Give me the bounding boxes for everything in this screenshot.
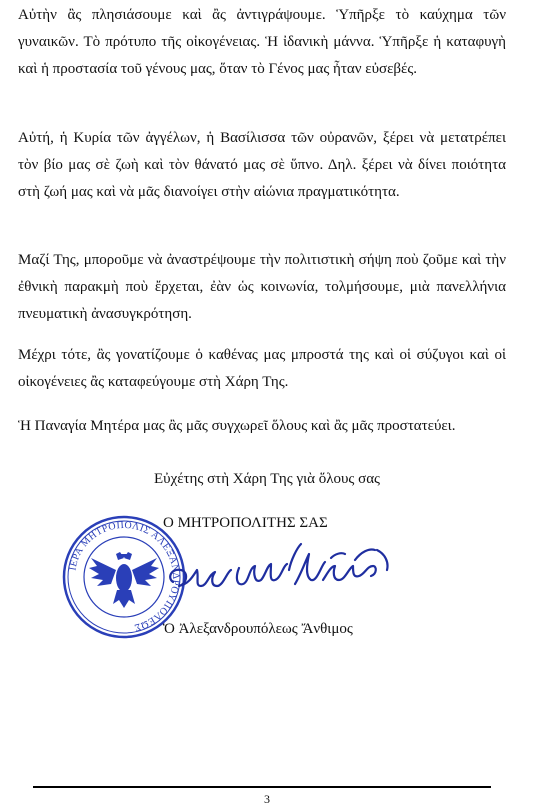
paragraph-4: Μέχρι τότε, ἂς γονατίζουμε ὁ καθένας μας μπροστά της καὶ οἱ σύζυγοι καὶ οἱ οἰκογένειες ἂς καταφεύγουμε στὴ Χάρη Της.	[18, 347, 506, 390]
seal-text: ΙΕΡΑ ΜΗΤΡΟΠΟΛΙΣ ΑΛΕΞΑΝΔΡΟΥΠΟΛΕΩΣ	[67, 519, 182, 633]
handwritten-signature-icon	[155, 540, 415, 610]
closing-line: Εὐχέτης στὴ Χάρη Της γιὰ ὅλους σας	[153, 471, 380, 487]
paragraph-1: Αὐτὴν ἂς πλησιάσουμε καὶ ἂς ἀντιγράψουμε. Ὑπῆρξε τὸ καύχημα τῶν γυναικῶν. Τὸ πρότυπο τῆς οἰκογένειας. Ἡ ἰδανικὴ μάννα. Ὑπῆρξε ἡ καταφυγὴ καὶ ἡ προστασία τοῦ γένους μας, ὅταν τὸ Γένος μας ἦταν εὐσεβές.	[18, 7, 506, 77]
page-number: 3	[264, 792, 270, 806]
paragraph-5: Ἡ Παναγία Μητέρα μας ἂς μᾶς συγχωρεῖ ὅλους καὶ ἂς μᾶς προστατεύει.	[18, 418, 456, 434]
signatory-title: Ο ΜΗΤΡΟΠΟΛΙΤΗΣ ΣΑΣ	[163, 515, 328, 531]
footer-divider	[33, 786, 491, 788]
paragraph-3: Μαζί Της, μποροῦμε νὰ ἀναστρέψουμε τὴν πολιτιστικὴ σήψη ποὺ ζοῦμε καὶ τὴν ἐθνικὴ παρακμὴ ποὺ ἔρχεται, ἐὰν ὡς κοινωνία, τολμήσουμε, μιὰ πανελλήνια πνευματικὴ ἀνασυγκρότηση.	[18, 252, 506, 322]
double-headed-eagle-icon	[89, 552, 159, 608]
paragraph-2: Αὐτή, ἡ Κυρία τῶν ἀγγέλων, ἡ Βασίλισσα τῶν οὐρανῶν, ξέρει νὰ μετατρέπει τὸν βίο μας σὲ ζωὴ καὶ τὸν θάνατό μας σὲ ὕπνο. Δηλ. ξέρει νὰ δίνει ποιότητα στὴ ζωή μας καὶ νὰ μᾶς διανοίγει στὴν αἰώνια πραγματικότητα.	[18, 130, 506, 200]
signatory-name: Ὁ Ἀλεξανδρουπόλεως Ἄνθιμος	[163, 621, 353, 637]
